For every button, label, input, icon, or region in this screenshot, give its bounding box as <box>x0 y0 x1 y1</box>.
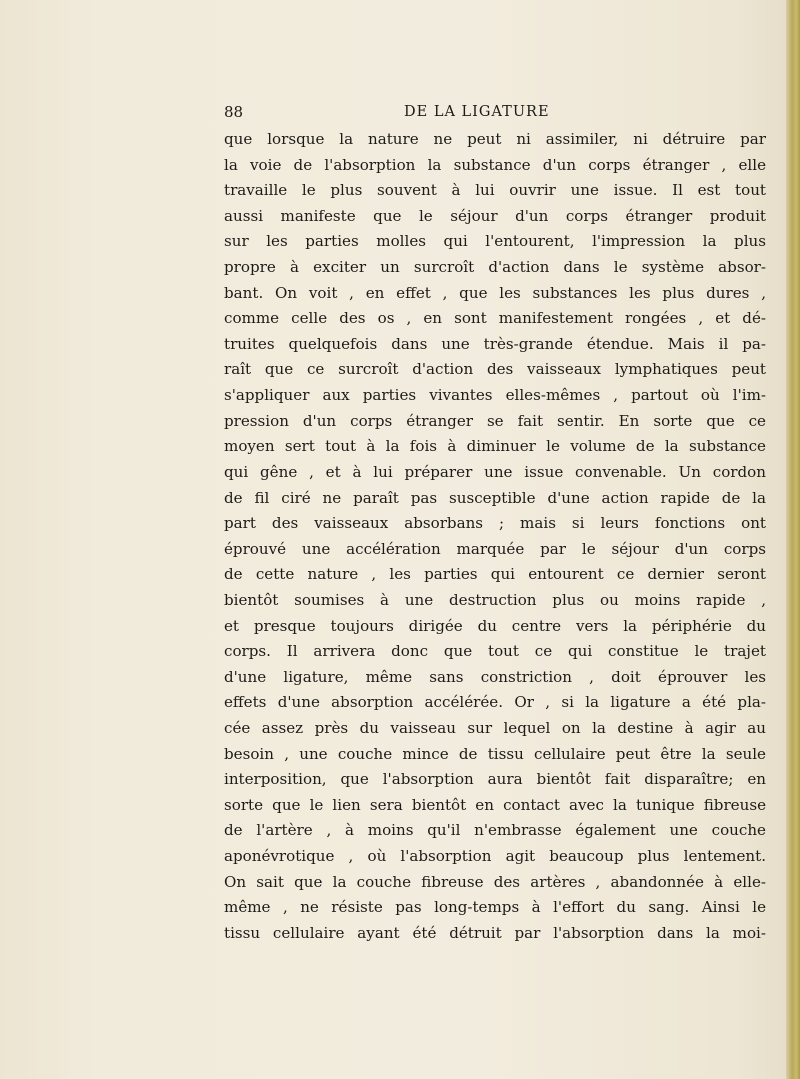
text-line: part des vaisseaux absorbans ; mais si leurs fonctions ont <box>224 514 766 533</box>
text-line: et presque toujours dirigée du centre vers la périphérie du <box>224 616 766 635</box>
text-line: éprouvé une accélération marquée par le séjour d'un corps <box>224 539 766 558</box>
text-line: tissu cellulaire ayant été détruit par l'absorption dans la moi- <box>224 923 766 942</box>
text-line: d'une ligature, même sans constriction , doit éprouver les <box>224 667 766 686</box>
text-line: raît que ce surcroît d'action des vaisseaux lymphatiques peut <box>224 360 766 379</box>
text-line: propre à exciter un surcroît d'action dans le système absor- <box>224 258 766 277</box>
text-line: s'appliquer aux parties vivantes elles-mêmes , partout où l'im- <box>224 386 766 405</box>
text-line: aussi manifeste que le séjour d'un corps étranger produit <box>224 206 766 225</box>
text-line: bientôt soumises à une destruction plus ou moins rapide , <box>224 590 766 609</box>
text-line: bant. On voit , en effet , que les substances les plus dures , <box>224 283 766 302</box>
page-edge <box>786 0 800 1079</box>
text-line: On sait que la couche fibreuse des artères , abandonnée à elle- <box>224 872 766 891</box>
text-line: de cette nature , les parties qui entourent ce dernier seront <box>224 565 766 584</box>
text-line: besoin , une couche mince de tissu cellulaire peut être la seule <box>224 744 766 763</box>
running-title: DE LA LIGATURE <box>404 104 550 120</box>
body-text <box>224 127 766 947</box>
text-line: truites quelquefois dans une très-grande étendue. Mais il pa- <box>224 334 766 353</box>
text-line: cée assez près du vaisseau sur lequel on la destine à agir au <box>224 719 766 738</box>
text-line: moyen sert tout à la fois à diminuer le volume de la substance <box>224 437 766 456</box>
text-line: sur les parties molles qui l'entourent, l'impression la plus <box>224 232 766 251</box>
text-line: pression d'un corps étranger se fait sentir. En sorte que ce <box>224 411 766 430</box>
text-line: de l'artère , à moins qu'il n'embrasse également une couche <box>224 821 766 840</box>
text-line: travaille le plus souvent à lui ouvrir une issue. Il est tout <box>224 181 766 200</box>
text-line: que lorsque la nature ne peut ni assimiler, ni détruire par <box>224 130 766 148</box>
text-line: sorte que le lien sera bientôt en contact avec la tunique fibreuse <box>224 795 766 814</box>
text-line: corps. Il arrivera donc que tout ce qui constitue le trajet <box>224 642 766 661</box>
text-line: même , ne résiste pas long-temps à l'effort du sang. Ainsi le <box>224 898 766 917</box>
text-line: interposition, que l'absorption aura bientôt fait disparaître; en <box>224 770 766 789</box>
text-line: la voie de l'absorption la substance d'un corps étranger , elle <box>224 155 766 174</box>
text-line: aponévrotique , où l'absorption agit beaucoup plus lentement. <box>224 847 766 866</box>
page-number: 88 <box>224 103 244 121</box>
running-head <box>224 101 764 123</box>
text-line: effets d'une absorption accélérée. Or , si la ligature a été pla- <box>224 693 766 712</box>
text-line: comme celle des os , en sont manifestement rongées , et dé- <box>224 309 766 328</box>
text-line: qui gêne , et à lui préparer une issue convenable. Un cordon <box>224 462 766 481</box>
text-line: de fil ciré ne paraît pas susceptible d'une action rapide de la <box>224 488 766 507</box>
